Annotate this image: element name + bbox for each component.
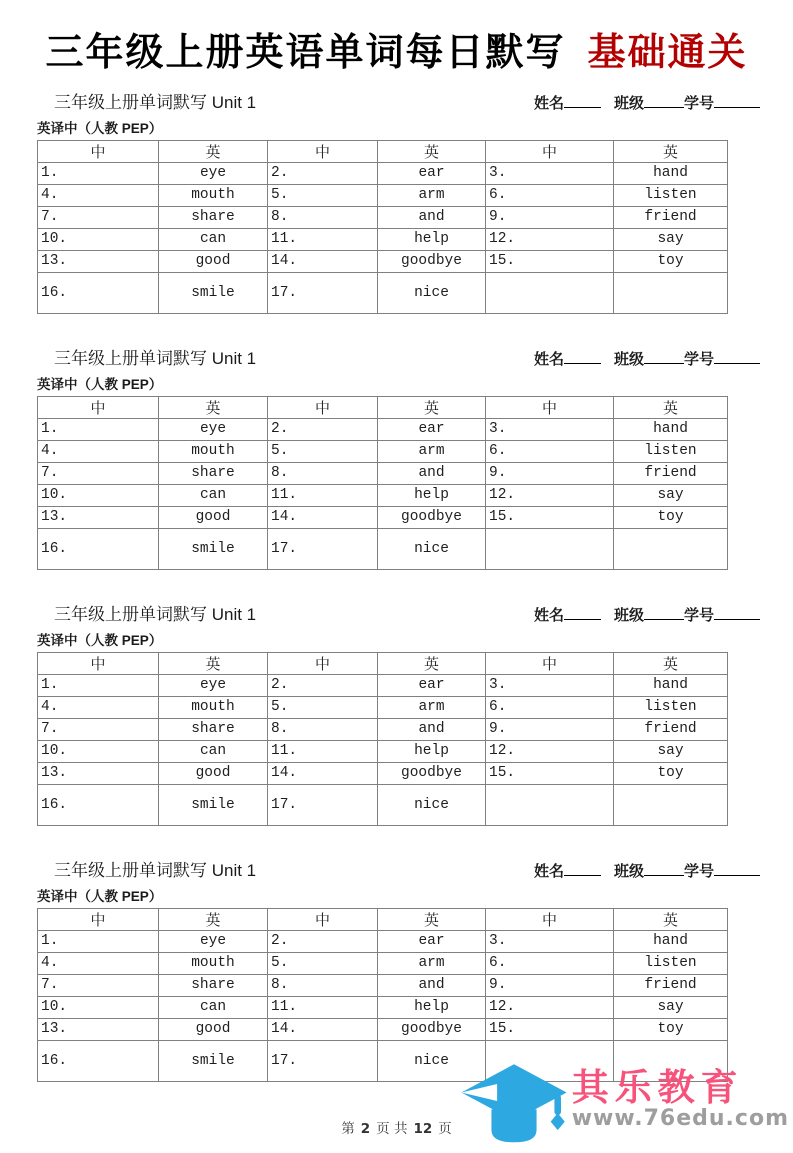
graduation-cap-icon: [456, 1053, 572, 1147]
number-cell: 13.: [38, 250, 159, 272]
word-cell: and: [378, 718, 486, 740]
word-cell: eye: [159, 930, 268, 952]
section-subtitle: 英译中（人教 PEP）: [37, 632, 163, 648]
class-blank: [644, 872, 684, 876]
col-header-en: 英: [159, 908, 268, 930]
number-cell: 15.: [486, 762, 614, 784]
word-cell: arm: [378, 696, 486, 718]
word-cell: say: [614, 484, 728, 506]
table-header-row: [38, 396, 728, 418]
word-cell: toy: [614, 762, 728, 784]
word-row: [38, 528, 728, 569]
number-cell: 14.: [268, 506, 378, 528]
id-label: 学号: [683, 606, 714, 624]
logo-brand-name: 其乐教育: [571, 1066, 744, 1108]
word-cell: good: [159, 506, 268, 528]
student-fields: [534, 604, 760, 625]
number-cell: 12.: [486, 228, 614, 250]
word-cell: eye: [159, 162, 268, 184]
word-cell: listen: [614, 184, 728, 206]
word-cell: listen: [614, 440, 728, 462]
col-header-en: 英: [378, 140, 486, 162]
number-cell: 11.: [268, 228, 378, 250]
footer-total-pages: 12: [413, 1121, 433, 1137]
number-cell: 13.: [38, 1018, 159, 1040]
number-cell: [486, 272, 614, 313]
number-cell: 8.: [268, 718, 378, 740]
word-cell: share: [159, 974, 268, 996]
name-blank: [564, 360, 601, 364]
table-header-row: [38, 908, 728, 930]
number-cell: [486, 784, 614, 825]
number-cell: 10.: [38, 484, 159, 506]
section-title: 三年级上册单词默写 Unit 1: [54, 348, 257, 368]
student-fields: [534, 348, 760, 369]
col-header-en: 英: [614, 396, 728, 418]
col-header-cn: 中: [486, 908, 614, 930]
word-cell: good: [159, 1018, 268, 1040]
name-label: 姓名: [533, 350, 564, 368]
number-cell: 4.: [38, 696, 159, 718]
id-blank: [714, 360, 760, 364]
number-cell: 1.: [38, 674, 159, 696]
word-cell: ear: [378, 418, 486, 440]
word-cell: toy: [614, 506, 728, 528]
col-header-en: 英: [378, 908, 486, 930]
footer-suffix: 页: [438, 1121, 452, 1137]
number-cell: 5.: [268, 440, 378, 462]
col-header-cn: 中: [486, 396, 614, 418]
number-cell: 15.: [486, 1018, 614, 1040]
number-cell: 17.: [268, 272, 378, 313]
name-blank: [564, 616, 601, 620]
number-cell: 16.: [38, 272, 159, 313]
id-blank: [714, 616, 760, 620]
number-cell: 9.: [486, 462, 614, 484]
word-row: [38, 952, 728, 974]
student-fields: [534, 92, 760, 113]
word-cell: friend: [614, 206, 728, 228]
col-header-cn: 中: [268, 652, 378, 674]
number-cell: 3.: [486, 674, 614, 696]
word-cell: smile: [159, 528, 268, 569]
section-title: 三年级上册单词默写 Unit 1: [54, 92, 257, 112]
class-label: 班级: [613, 606, 644, 624]
word-cell: nice: [378, 784, 486, 825]
number-cell: 14.: [268, 1018, 378, 1040]
number-cell: 1.: [38, 930, 159, 952]
col-header-cn: 中: [38, 140, 159, 162]
number-cell: 3.: [486, 418, 614, 440]
col-header-en: 英: [159, 396, 268, 418]
col-header-en: 英: [614, 652, 728, 674]
word-cell: share: [159, 462, 268, 484]
word-cell: hand: [614, 930, 728, 952]
number-cell: 9.: [486, 974, 614, 996]
number-cell: 11.: [268, 484, 378, 506]
word-cell: and: [378, 462, 486, 484]
number-cell: 2.: [268, 418, 378, 440]
worksheet-page: [0, 32, 793, 1137]
number-cell: 17.: [268, 528, 378, 569]
word-row: [38, 740, 728, 762]
section-subtitle: 英译中（人教 PEP）: [37, 888, 163, 904]
word-row: [38, 974, 728, 996]
number-cell: 10.: [38, 228, 159, 250]
word-row: [38, 762, 728, 784]
number-cell: 10.: [38, 740, 159, 762]
word-cell: friend: [614, 718, 728, 740]
number-cell: 11.: [268, 740, 378, 762]
word-cell: mouth: [159, 184, 268, 206]
word-cell: can: [159, 996, 268, 1018]
word-cell: arm: [378, 440, 486, 462]
number-cell: 6.: [486, 440, 614, 462]
number-cell: [486, 528, 614, 569]
class-blank: [644, 360, 684, 364]
name-label: 姓名: [533, 606, 564, 624]
word-cell: mouth: [159, 952, 268, 974]
number-cell: 17.: [268, 784, 378, 825]
word-cell: smile: [159, 784, 268, 825]
word-cell: nice: [378, 272, 486, 313]
word-row: [38, 996, 728, 1018]
col-header-cn: 中: [268, 140, 378, 162]
number-cell: 7.: [38, 718, 159, 740]
number-cell: 2.: [268, 930, 378, 952]
number-cell: 14.: [268, 762, 378, 784]
word-cell: good: [159, 762, 268, 784]
word-row: [38, 674, 728, 696]
section-title: 三年级上册单词默写 Unit 1: [54, 604, 257, 624]
word-row: [38, 484, 728, 506]
word-cell: listen: [614, 696, 728, 718]
student-fields: [534, 860, 760, 881]
section-header: [37, 344, 760, 369]
word-cell: arm: [378, 184, 486, 206]
word-cell: hand: [614, 674, 728, 696]
number-cell: 6.: [486, 184, 614, 206]
number-cell: 2.: [268, 674, 378, 696]
dictation-section: [37, 88, 760, 314]
number-cell: 9.: [486, 718, 614, 740]
logo-website-url: www.76edu.com: [571, 1105, 789, 1131]
col-header-cn: 中: [38, 908, 159, 930]
section-subtitle: 英译中（人教 PEP）: [37, 376, 163, 392]
table-header-row: [38, 652, 728, 674]
word-cell: hand: [614, 162, 728, 184]
id-blank: [714, 872, 760, 876]
word-row: [38, 1018, 728, 1040]
word-cell: ear: [378, 930, 486, 952]
word-cell: good: [159, 250, 268, 272]
word-cell: help: [378, 228, 486, 250]
number-cell: 8.: [268, 462, 378, 484]
number-cell: 11.: [268, 996, 378, 1018]
class-blank: [644, 104, 684, 108]
word-cell: ear: [378, 162, 486, 184]
word-cell: can: [159, 484, 268, 506]
name-blank: [564, 104, 601, 108]
page-title-text: 三年级上册英语单词每日默写: [45, 32, 566, 74]
footer-middle: 页 共: [376, 1121, 408, 1137]
class-blank: [644, 616, 684, 620]
word-cell: friend: [614, 462, 728, 484]
word-cell: say: [614, 228, 728, 250]
col-header-en: 英: [159, 652, 268, 674]
number-cell: 8.: [268, 974, 378, 996]
number-cell: 15.: [486, 250, 614, 272]
number-cell: 14.: [268, 250, 378, 272]
number-cell: 8.: [268, 206, 378, 228]
word-cell: say: [614, 996, 728, 1018]
number-cell: 12.: [486, 484, 614, 506]
col-header-en: 英: [378, 396, 486, 418]
number-cell: 1.: [38, 162, 159, 184]
word-cell: toy: [614, 1018, 728, 1040]
footer-page-number: 2: [360, 1121, 371, 1137]
brand-logo: [456, 1053, 789, 1147]
word-cell: mouth: [159, 696, 268, 718]
word-cell: eye: [159, 674, 268, 696]
number-cell: 1.: [38, 418, 159, 440]
section-subtitle: 英译中（人教 PEP）: [37, 120, 163, 136]
section-title: 三年级上册单词默写 Unit 1: [54, 860, 257, 880]
number-cell: 16.: [38, 784, 159, 825]
number-cell: 4.: [38, 440, 159, 462]
word-row: [38, 418, 728, 440]
section-header: [37, 856, 760, 881]
number-cell: 7.: [38, 206, 159, 228]
word-cell: goodbye: [378, 762, 486, 784]
word-row: [38, 206, 728, 228]
word-table: [37, 140, 728, 314]
class-label: 班级: [613, 94, 644, 112]
number-cell: 12.: [486, 740, 614, 762]
number-cell: 4.: [38, 184, 159, 206]
word-cell: arm: [378, 952, 486, 974]
word-cell: ear: [378, 674, 486, 696]
word-row: [38, 272, 728, 313]
word-cell: [614, 784, 728, 825]
number-cell: 10.: [38, 996, 159, 1018]
number-cell: 13.: [38, 762, 159, 784]
id-label: 学号: [683, 862, 714, 880]
word-cell: can: [159, 228, 268, 250]
number-cell: 7.: [38, 462, 159, 484]
word-cell: help: [378, 996, 486, 1018]
col-header-cn: 中: [268, 396, 378, 418]
col-header-cn: 中: [38, 652, 159, 674]
word-cell: [614, 528, 728, 569]
word-cell: nice: [378, 528, 486, 569]
logo-text: [571, 1066, 789, 1131]
number-cell: 12.: [486, 996, 614, 1018]
word-row: [38, 440, 728, 462]
word-row: [38, 250, 728, 272]
number-cell: 4.: [38, 952, 159, 974]
word-cell: can: [159, 740, 268, 762]
name-blank: [564, 872, 601, 876]
word-cell: listen: [614, 952, 728, 974]
id-label: 学号: [683, 350, 714, 368]
col-header-cn: 中: [486, 140, 614, 162]
section-header: [37, 88, 760, 113]
col-header-cn: 中: [268, 908, 378, 930]
number-cell: 3.: [486, 162, 614, 184]
number-cell: 17.: [268, 1040, 378, 1081]
sections-container: [0, 88, 793, 1082]
word-row: [38, 718, 728, 740]
word-row: [38, 506, 728, 528]
word-cell: [614, 272, 728, 313]
number-cell: 2.: [268, 162, 378, 184]
word-cell: share: [159, 206, 268, 228]
number-cell: 16.: [38, 528, 159, 569]
class-label: 班级: [613, 862, 644, 880]
word-cell: help: [378, 740, 486, 762]
word-cell: help: [378, 484, 486, 506]
col-header-en: 英: [378, 652, 486, 674]
word-cell: and: [378, 974, 486, 996]
number-cell: 5.: [268, 952, 378, 974]
number-cell: 16.: [38, 1040, 159, 1081]
word-row: [38, 184, 728, 206]
col-header-en: 英: [159, 140, 268, 162]
word-cell: toy: [614, 250, 728, 272]
number-cell: 7.: [38, 974, 159, 996]
number-cell: 13.: [38, 506, 159, 528]
name-label: 姓名: [533, 94, 564, 112]
col-header-en: 英: [614, 140, 728, 162]
col-header-en: 英: [614, 908, 728, 930]
number-cell: 6.: [486, 952, 614, 974]
title-badge: 基础通关: [587, 32, 748, 74]
word-row: [38, 228, 728, 250]
word-cell: goodbye: [378, 250, 486, 272]
word-row: [38, 930, 728, 952]
word-cell: hand: [614, 418, 728, 440]
number-cell: 5.: [268, 696, 378, 718]
number-cell: 9.: [486, 206, 614, 228]
class-label: 班级: [613, 350, 644, 368]
word-cell: goodbye: [378, 506, 486, 528]
word-cell: say: [614, 740, 728, 762]
word-row: [38, 784, 728, 825]
page-title: [0, 32, 793, 76]
word-cell: friend: [614, 974, 728, 996]
dictation-section: [37, 856, 760, 1082]
dictation-section: [37, 600, 760, 826]
table-header-row: [38, 140, 728, 162]
word-row: [38, 696, 728, 718]
name-label: 姓名: [533, 862, 564, 880]
word-table: [37, 652, 728, 826]
word-table: [37, 396, 728, 570]
number-cell: 5.: [268, 184, 378, 206]
number-cell: 3.: [486, 930, 614, 952]
word-cell: goodbye: [378, 1018, 486, 1040]
id-label: 学号: [683, 94, 714, 112]
footer-prefix: 第: [341, 1121, 355, 1137]
word-row: [38, 462, 728, 484]
number-cell: 6.: [486, 696, 614, 718]
word-cell: mouth: [159, 440, 268, 462]
section-header: [37, 600, 760, 625]
dictation-section: [37, 344, 760, 570]
word-cell: nice: [378, 1040, 486, 1081]
number-cell: 15.: [486, 506, 614, 528]
word-cell: share: [159, 718, 268, 740]
word-cell: eye: [159, 418, 268, 440]
id-blank: [714, 104, 760, 108]
word-cell: smile: [159, 1040, 268, 1081]
word-cell: and: [378, 206, 486, 228]
word-cell: smile: [159, 272, 268, 313]
word-row: [38, 162, 728, 184]
col-header-cn: 中: [486, 652, 614, 674]
col-header-cn: 中: [38, 396, 159, 418]
